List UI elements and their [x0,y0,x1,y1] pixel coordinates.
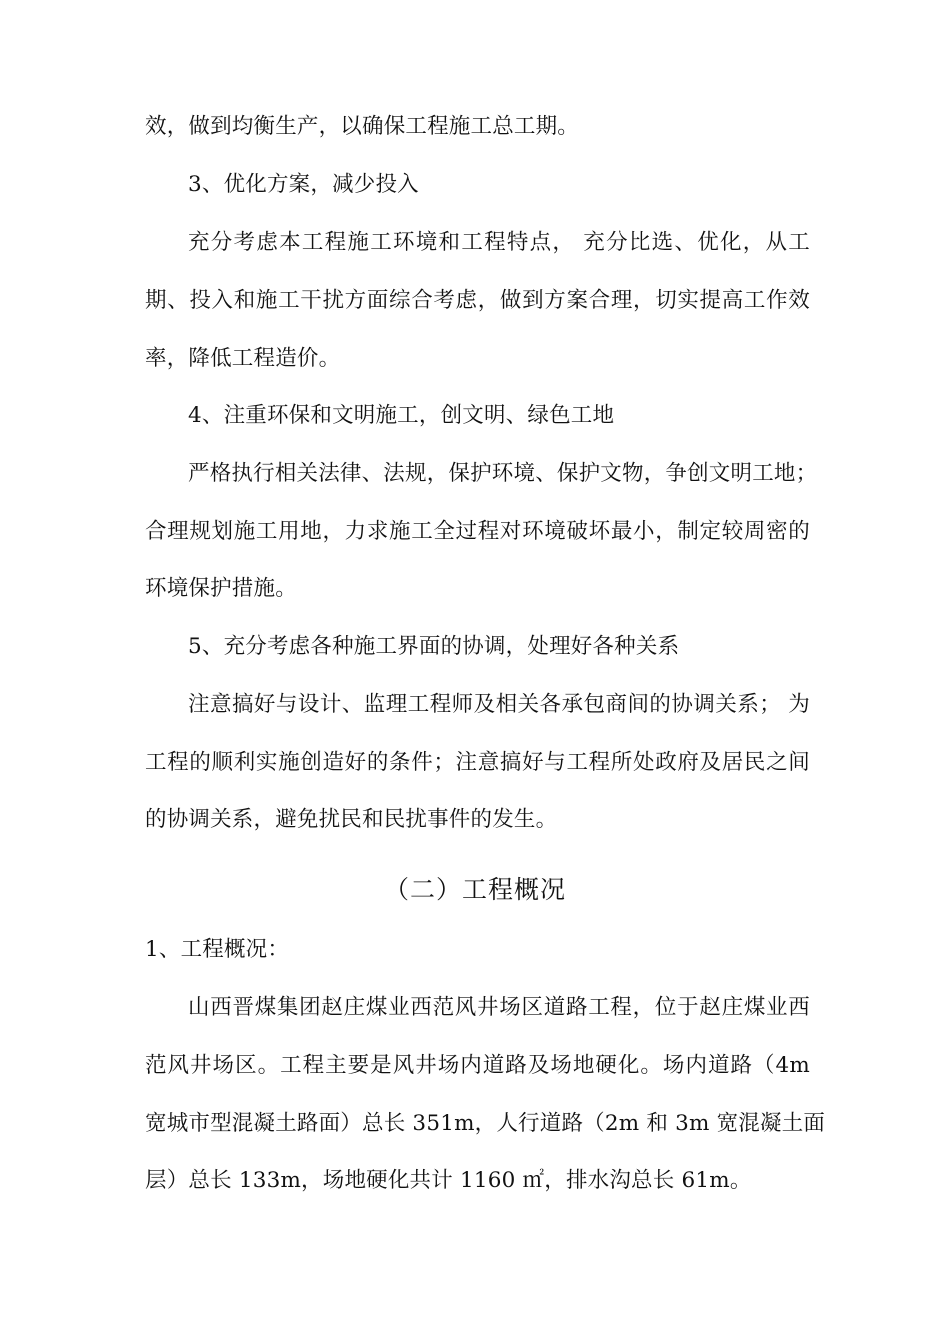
section-title: （二）工程概况 [383,875,566,904]
paragraph-line: 环境保护措施。 [145,576,297,601]
subheading-4: 4、注重环保和文明施工，创文明、绿色工地 [188,403,615,428]
subheading-1: 1、工程概况： [145,937,290,962]
paragraph-line: 期、投入和施工干扰方面综合考虑，做到方案合理，切实提高工作效 [145,288,810,313]
paragraph-line: 严格执行相关法律、法规，保护环境、保护文物，争创文明工地； [188,461,818,486]
paragraph-line: 合理规划施工用地，力求施工全过程对环境破坏最小，制定较周密的 [145,519,810,544]
paragraph-line: 山西晋煤集团赵庄煤业西范风井场区道路工程，位于赵庄煤业西 [188,995,810,1020]
paragraph-line: 充分考虑本工程施工环境和工程特点， 充分比选、优化，从工 [188,230,810,255]
paragraph-line: 工程的顺利实施创造好的条件；注意搞好与工程所处政府及居民之间 [145,750,810,775]
paragraph-line: 率，降低工程造价。 [145,346,341,371]
subheading-3: 3、优化方案，减少投入 [188,172,419,197]
paragraph-line: 层）总长 133m，场地硬化共计 1160 ㎡，排水沟总长 61m。 [145,1168,752,1193]
paragraph-line: 注意搞好与设计、监理工程师及相关各承包商间的协调关系； 为 [188,692,810,717]
paragraph-line: 范风井场区。工程主要是风井场内道路及场地硬化。场内道路（4m [145,1053,810,1078]
paragraph-line: 的协调关系，避免扰民和民扰事件的发生。 [145,807,558,832]
paragraph-line: 效，做到均衡生产，以确保工程施工总工期。 [145,114,580,139]
paragraph-line: 宽城市型混凝土路面）总长 351m，人行道路（2m 和 3m 宽混凝土面 [145,1111,826,1136]
subheading-5: 5、充分考虑各种施工界面的协调，处理好各种关系 [188,634,680,659]
